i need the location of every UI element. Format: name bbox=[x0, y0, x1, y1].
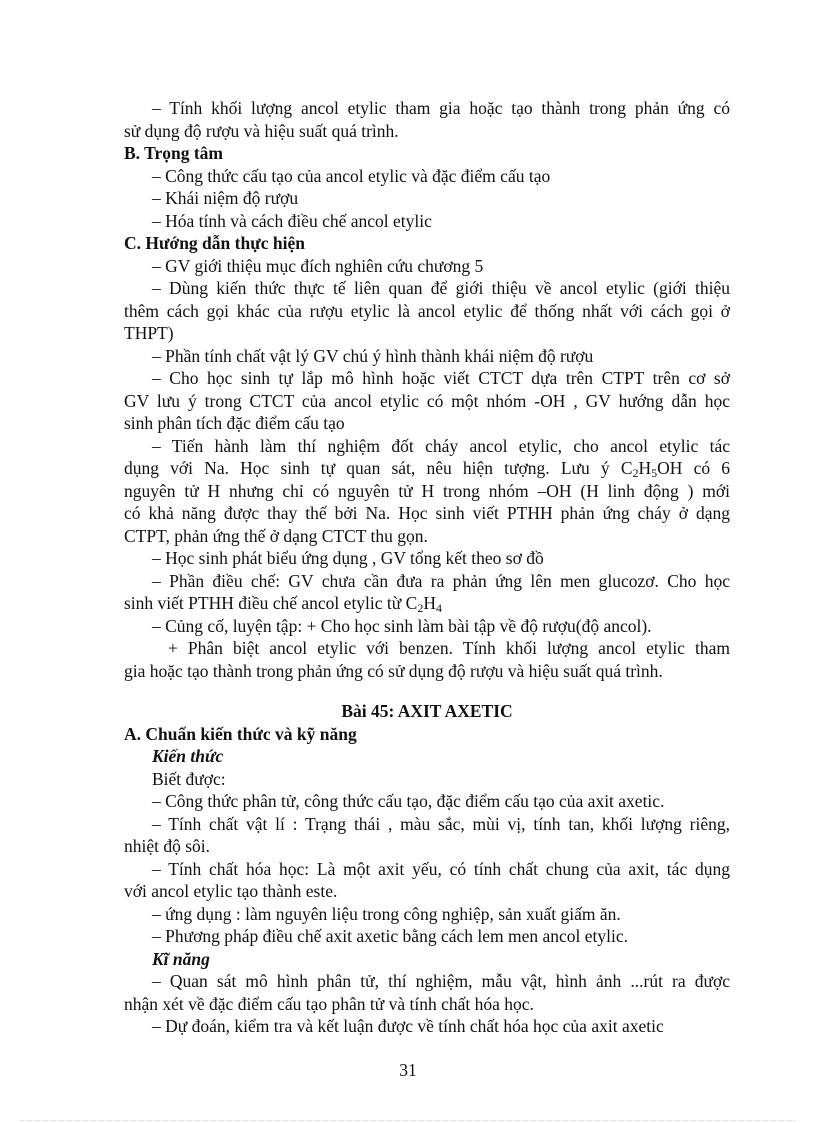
text-line: – Công thức cấu tạo của ancol etylic và đặc điểm cấu tạo bbox=[152, 165, 551, 186]
text-line: – Tính chất vật lí : Trạng thái , màu sắc, mùi vị, tính tan, khối lượng riêng, bbox=[152, 813, 730, 834]
text-line: Biết được: bbox=[152, 768, 226, 789]
text-line-formula bbox=[124, 457, 730, 480]
subheading-ki-nang: Kĩ năng bbox=[152, 948, 210, 969]
spacer bbox=[124, 682, 730, 700]
text-line: – Công thức phân tử, công thức cấu tạo, đặc điểm cấu tạo của axit axetic. bbox=[152, 791, 665, 811]
subscript: 2 bbox=[417, 601, 424, 615]
page-content bbox=[124, 97, 730, 1038]
text-line: – GV giới thiệu mục đích nghiên cứu chương 5 bbox=[152, 255, 484, 276]
text-line: – Dự đoán, kiểm tra và kết luận được về tính chất hóa học của axit axetic bbox=[152, 1016, 664, 1036]
text-line-formula bbox=[124, 592, 730, 615]
page-number: 31 bbox=[399, 1060, 417, 1080]
text-line: sinh phân tích đặc điểm cấu tạo bbox=[124, 413, 345, 433]
text-segment: dụng với Na. Học sinh tự quan sát, nêu hiện tượng. Lưu ý C bbox=[124, 458, 633, 478]
text-line: – Tính chất hóa học: Là một axit yếu, có tính chất chung của axit, tác dụng bbox=[152, 858, 730, 879]
section-heading-c: C. Hướng dẫn thực hiện bbox=[124, 233, 305, 253]
text-line: nhận xét về đặc điểm cấu tạo phân tử và tính chất hóa học. bbox=[124, 993, 534, 1014]
subheading-kien-thuc: Kiến thức bbox=[152, 746, 224, 766]
text-line: THPT) bbox=[124, 323, 174, 343]
text-line: – Hóa tính và cách điều chế ancol etylic bbox=[152, 210, 432, 231]
lesson-title: Bài 45: AXIT AXETIC bbox=[341, 701, 513, 721]
text-segment: OH có 6 bbox=[657, 458, 731, 478]
text-line: CTPT, phản ứng thế ở dạng CTCT thu gọn. bbox=[124, 525, 428, 546]
text-line: – Phần tính chất vật lý GV chú ý hình thành khái niệm độ rượu bbox=[152, 345, 594, 366]
text-line: có khả năng được thay thế bởi Na. Học sinh viết PTHH phản ứng cháy ở dạng bbox=[124, 503, 730, 523]
text-line: – Phương pháp điều chế axit axetic bằng cách lem men ancol etylic. bbox=[152, 926, 629, 946]
text-line: – Học sinh phát biểu ứng dụng , GV tổng kết theo sơ đồ bbox=[152, 548, 544, 568]
text-line: – Quan sát mô hình phân tử, thí nghiệm, mẫu vật, hình ảnh ...rút ra được bbox=[152, 971, 730, 991]
text-line: nguyên tử H nhưng chỉ có nguyên tử H trong nhóm –OH (H linh động ) mới bbox=[124, 480, 730, 501]
text-line: – Củng cố, luyện tập: + Cho học sinh làm bài tập về độ rượu(độ ancol). bbox=[152, 615, 652, 636]
text-line: + Phân biệt ancol etylic với benzen. Tính khối lượng ancol etylic tham bbox=[168, 638, 730, 658]
text-segment: sinh viết PTHH điều chế ancol etylic từ C bbox=[124, 593, 418, 613]
section-heading-b: B. Trọng tâm bbox=[124, 143, 224, 163]
text-line: – Tiến hành làm thí nghiệm đốt cháy ancol etylic, cho ancol etylic tác bbox=[152, 435, 730, 456]
section-heading-a: A. Chuẩn kiến thức và kỹ năng bbox=[124, 723, 357, 744]
subscript: 5 bbox=[651, 466, 658, 480]
subscript: 4 bbox=[435, 601, 442, 615]
text-line: – Tính khối lượng ancol etylic tham gia hoặc tạo thành trong phản ứng có bbox=[152, 98, 730, 118]
text-line: – Phần điều chế: GV chưa cần đưa ra phản ứng lên men glucozơ. Cho học bbox=[152, 570, 730, 591]
text-line: – Cho học sinh tự lắp mô hình hoặc viết CTCT dựa trên CTPT trên cơ sở bbox=[152, 368, 730, 388]
text-line: nhiệt độ sôi. bbox=[124, 836, 211, 856]
text-line: với ancol etylic tạo thành este. bbox=[124, 881, 338, 901]
text-line: – Dùng kiến thức thực tế liên quan để giới thiệu về ancol etylic (giới thiệu bbox=[152, 278, 730, 298]
page-bottom-divider bbox=[20, 1120, 796, 1121]
subscript: 2 bbox=[632, 466, 639, 480]
text-line: – Khái niệm độ rượu bbox=[152, 188, 299, 208]
text-line: gia hoặc tạo thành trong phản ứng có sử dụng độ rượu và hiệu suất quá trình. bbox=[124, 660, 663, 681]
text-segment: H bbox=[638, 458, 652, 478]
text-line: sử dụng độ rượu và hiệu suất quá trình. bbox=[124, 120, 399, 141]
text-segment: H bbox=[423, 593, 436, 613]
text-line: – ứng dụng : làm nguyên liệu trong công nghiệp, sản xuất giấm ăn. bbox=[152, 903, 621, 924]
text-line: GV lưu ý trong CTCT của ancol etylic có một nhóm -OH , GV hướng dẫn học bbox=[124, 390, 730, 411]
text-line: thêm cách gọi khác của rượu etylic là ancol etylic để thống nhất với cách gọi ở bbox=[124, 300, 730, 321]
